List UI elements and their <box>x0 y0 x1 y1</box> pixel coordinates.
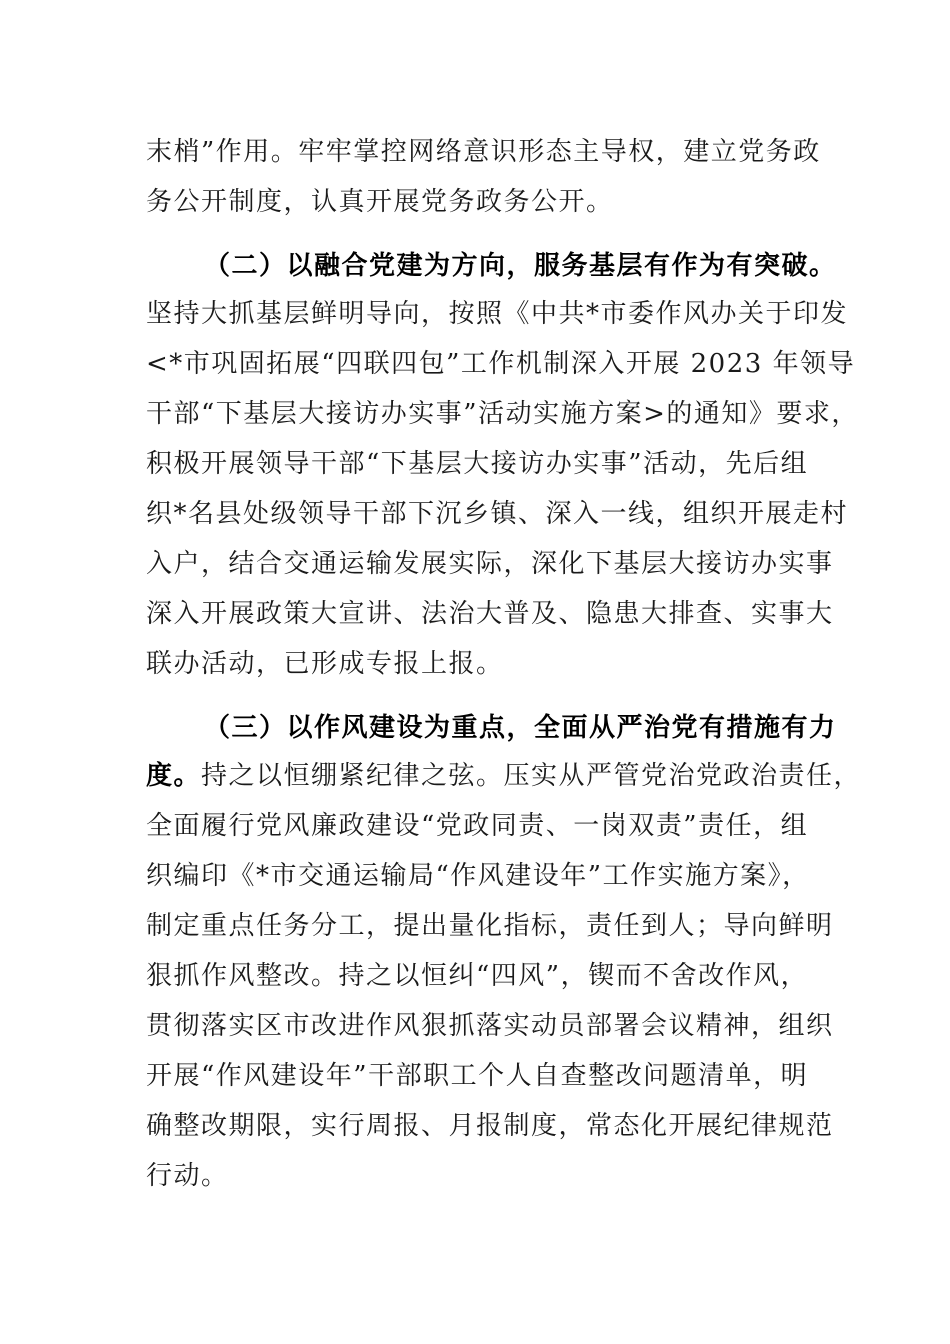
paragraph-line: 联办活动，已形成专报上报。 <box>146 649 504 679</box>
paragraph-line: 织编印《*市交通运输局“作风建设年”工作实施方案》， <box>146 861 810 891</box>
paragraph-line: 狠抓作风整改。持之以恒纠“四风”，锲而不舍改作风， <box>146 961 809 991</box>
paragraph-line: 坚持大抓基层鲜明导向，按照《中共*市委作风办关于印发 <box>146 299 849 329</box>
paragraph-line: 开展“作风建设年”干部职工个人自查整改问题清单，明 <box>146 1061 809 1091</box>
section-heading-2: （二）以融合党建为方向，服务基层有作为有突破。 <box>204 251 837 281</box>
paragraph-line: 干部“下基层大接访办实事”活动实施方案>的通知》要求， <box>146 399 859 429</box>
paragraph-line: 制定重点任务分工，提出量化指标，责任到人；导向鲜明 <box>146 911 834 941</box>
paragraph-line: 末梢”作用。牢牢掌控网络意识形态主导权，建立党务政 <box>146 137 821 167</box>
paragraph-line <box>0 756 950 796</box>
section-heading-3: （三）以作风建设为重点，全面从严治党有措施有力 <box>204 713 837 743</box>
paragraph-line: 积极开展领导干部“下基层大接访办实事”活动，先后组 <box>146 449 809 479</box>
paragraph-line: 行动。 <box>146 1161 229 1191</box>
paragraph-line: 贯彻落实区市改进作风狠抓落实动员部署会议精神，组织 <box>146 1011 834 1041</box>
section-heading-3-end: 度。 <box>146 761 202 791</box>
paragraph-line: 深入开展政策大宣讲、法治大普及、隐患大排查、实事大 <box>146 599 834 629</box>
paragraph-line: 全面履行党风廉政建设“党政同责、一岗双责”责任，组 <box>146 811 809 841</box>
paragraph-line: 织*名县处级领导干部下沉乡镇、深入一线，组织开展走村 <box>146 499 849 529</box>
paragraph-line: 务公开制度，认真开展党务政务公开。 <box>146 187 614 217</box>
paragraph-text: 持之以恒绷紧纪律之弦。压实从严管党治党政治责任， <box>201 761 862 791</box>
paragraph-line: <*市巩固拓展“四联四包”工作机制深入开展 2023 年领导 <box>146 349 856 379</box>
paragraph-line: 确整改期限，实行周报、月报制度，常态化开展纪律规范 <box>146 1111 834 1141</box>
paragraph-line: 入户，结合交通运输发展实际，深化下基层大接访办实事 <box>146 549 834 579</box>
